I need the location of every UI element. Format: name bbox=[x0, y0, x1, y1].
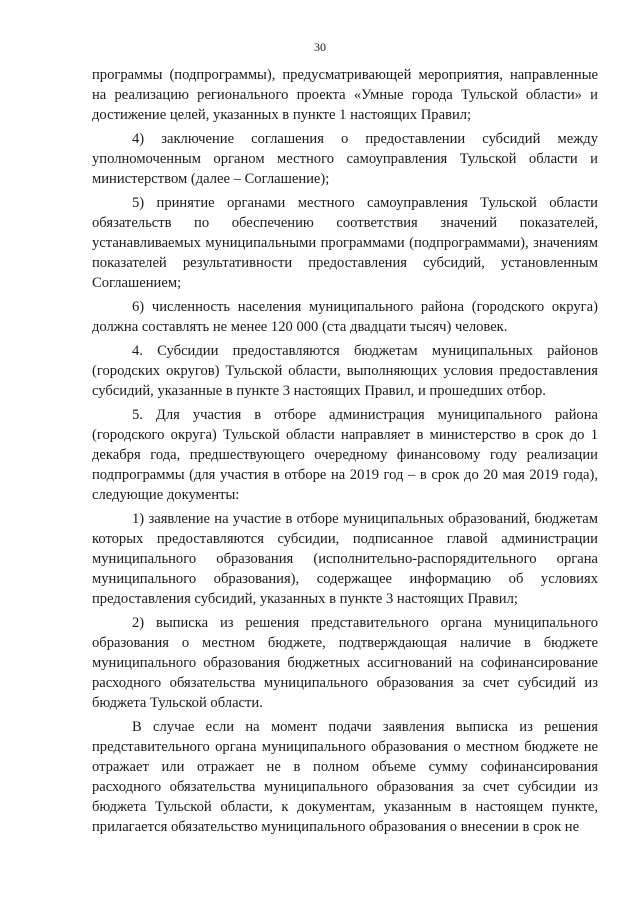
page-number: 30 bbox=[314, 40, 326, 54]
paragraph-document-1: 1) заявление на участие в отборе муниципальных образований, бюджетам которых предоставляются субсидии, подписанное главой администрации муниципального образования (исполнительно-распорядительного органа муниципального образования), содержащее информацию об условиях предоставления субсидий, указанных в пункте 3 настоящих Правил; bbox=[92, 511, 598, 607]
paragraph-continuation: программы (подпрограммы), предусматривающей мероприятия, направленные на реализацию регионального проекта «Умные города Тульской области» и достижение целей, указанных в пункте 1 настоящих Правил; bbox=[92, 67, 598, 123]
paragraph-item-4: 4) заключение соглашения о предоставлении субсидий между уполномоченным органом местного самоуправления Тульской области и министерством (далее – Соглашение); bbox=[92, 131, 598, 187]
paragraph-item-5: 5) принятие органами местного самоуправления Тульской области обязательств по обеспечению соответствия значений показателей, устанавливаемых муниципальными программами (подпрограммами), значениям показателей результативности предоставления субсидий, установленным Соглашением; bbox=[92, 195, 598, 291]
paragraph-document-2: 2) выписка из решения представительного органа муниципального образования о местном бюджете, подтверждающая наличие в бюджете муниципального образования бюджетных ассигнований на софинансирование расходного обязательства муниципального образования за счет субсидий из бюджета Тульской области. bbox=[92, 615, 598, 711]
paragraph-clause-5: 5. Для участия в отборе администрация муниципального района (городского округа) Тульской области направляет в министерство в срок до 1 декабря года, предшествующего очередному финансовому году реализации подпрограммы (для участия в отборе на 2019 год – в срок до 20 мая 2019 года), следующие документы: bbox=[92, 407, 598, 503]
document-body bbox=[92, 65, 598, 841]
paragraph-item-6: 6) численность населения муниципального района (городского округа) должна составлять не менее 120 000 (ста двадцати тысяч) человек. bbox=[92, 299, 598, 335]
paragraph-case-note: В случае если на момент подачи заявления выписка из решения представительного органа муниципального образования о местном бюджете не отражает или отражает не в полном объеме сумму софинансирования расходного обязательства муниципального образования за счет субсидии из бюджета Тульской области, к документам, указанным в настоящем пункте, прилагается обязательство муниципального образования о внесении в срок не bbox=[92, 719, 598, 835]
paragraph-clause-4: 4. Субсидии предоставляются бюджетам муниципальных районов (городских округов) Тульской области, выполняющих условия предоставления субсидий, указанные в пункте 3 настоящих Правил, и прошедших отбор. bbox=[92, 343, 598, 399]
